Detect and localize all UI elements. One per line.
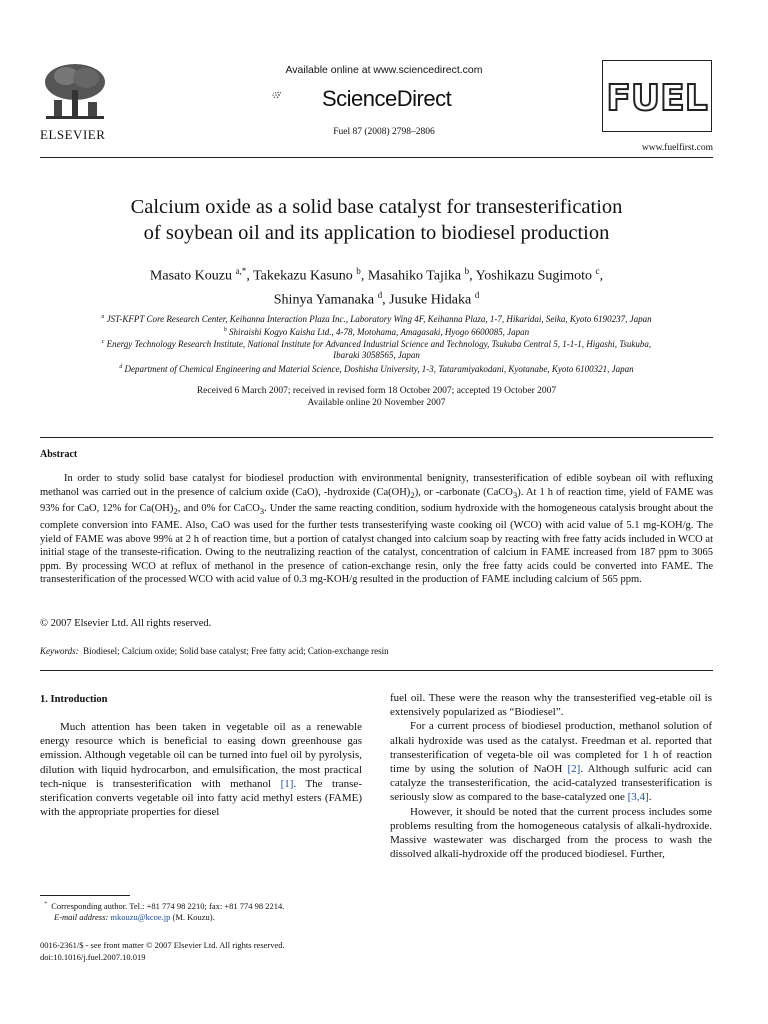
author-sup: b bbox=[464, 266, 470, 276]
fuel-logo-text: FUEL bbox=[606, 78, 708, 119]
affil-text: JST-KFPT Core Research Center, Keihanna Interaction Plaza Inc., Laboratory Wing 4F, Keihanna Plaza, 1-7, Hikaridai, Seika, Kyoto 6190237, Japan bbox=[106, 314, 652, 324]
keywords-label: Keywords: bbox=[40, 646, 79, 656]
abstract-bottom-divider bbox=[40, 670, 713, 671]
intro-paragraph-1: Much attention has been taken in vegetable oil as a renewable energy resource which is beneficial to easing down greenhouse gas emission. Although vegetable oil can be turned into fuel oil by pyrolysis, dilution with liquid hydrocarbon, and emulsification, the most practical tech-nique is transesterification with methanol [1]. The transe-sterification converts vegetable oil into fatty acid methyl esters (FAME) with the appropriate properties for diesel bbox=[40, 721, 362, 819]
affil-sup: b bbox=[223, 326, 227, 333]
corresponding-author-text: Corresponding author. Tel.: +81 774 98 2210; fax: +81 774 98 2214. bbox=[51, 900, 285, 911]
author-sup: b bbox=[356, 266, 361, 276]
abstract-heading: Abstract bbox=[40, 449, 78, 460]
article-history bbox=[40, 385, 713, 409]
abstract-body bbox=[40, 472, 713, 587]
header-divider bbox=[40, 157, 713, 158]
article-title bbox=[40, 194, 713, 246]
keywords-list: Biodiesel; Calcium oxide; Solid base catalyst; Free fatty acid; Cation-exchange resin bbox=[83, 646, 389, 656]
affil-text: Ibaraki 3058565, Japan bbox=[333, 349, 420, 360]
affiliation-c-cont bbox=[40, 349, 713, 362]
author[interactable]: Masato Kouzu bbox=[149, 268, 232, 284]
author-sup: d bbox=[474, 289, 480, 300]
sciencedirect-logo[interactable]: ScienceDirect bbox=[322, 86, 452, 111]
front-matter bbox=[40, 940, 370, 963]
intro-paragraph-3: However, it should be noted that the current process includes some problems resulting from the homogeneous catalysis of alkali-hydroxide. Massive wastewater was discharged from the process to wash the dissolved alkali-hydroxide off the produced biodiesel. Further, bbox=[390, 805, 712, 861]
email-suffix: (M. Kouzu). bbox=[172, 911, 215, 922]
author[interactable]: Masahiko Tajika bbox=[367, 268, 462, 284]
doi-line[interactable]: doi:10.1016/j.fuel.2007.10.019 bbox=[40, 951, 146, 962]
intro-paragraph-2: For a current process of biodiesel production, methanol solution of alkali hydroxide was used as the catalyst. Freedman et al. reported that transesterification of vegeta-ble oil was completed for 1 h of reaction time by using the solution of NaOH [2]. Although sulfuric acid can catalyze the transesterification, the acid-catalyzed transesterification is seriously slow as compared to the base-catalyzed one [3,4]. bbox=[390, 720, 713, 804]
affil-sup: c bbox=[101, 339, 105, 345]
author-sup: d bbox=[377, 289, 383, 300]
footnote-mark: * bbox=[44, 901, 48, 907]
publisher-name: ELSEVIER bbox=[40, 127, 106, 142]
affiliation-d bbox=[40, 361, 713, 376]
abstract-copyright: © 2007 Elsevier Ltd. All rights reserved. bbox=[40, 618, 212, 629]
journal-citation: Fuel 87 (2008) 2798–2806 bbox=[333, 127, 435, 137]
corresponding-footnote bbox=[40, 899, 370, 923]
email-label: E-mail address: bbox=[54, 911, 109, 922]
author[interactable]: Shinya Yamanaka bbox=[273, 292, 375, 308]
abstract-text: In order to study solid base catalyst for biodiesel production with environmental benignity, transesterification of edible soybean oil with refluxing methanol was carried out in the presence of calcium oxide (CaO), -hydroxide $(Ca(OH)_2)$, or -carbonate (CaCO$_3$). At 1 h of reaction time, yield of FAME was 93% for CaO, 12% for $Ca(OH)_2$, and 0% for CaCO$_3$. Under the same reacting condition, sodium hydroxide with the homogeneous catalysis brought about the complete conversion into FAME. Also, CaO was used for the further tests transesterifying waste cooking oil (WCO) with acid value of 5.1 mg-KOH/g. The yield of FAME was above 99% at 2 h of reaction time, but a portion of catalyst changed into calcium soap by reacting with free fatty acids included in WCO at initial stage of the transeste-rification. Owing to the neutralizing reaction of the catalyst, concentration of calcium in FAME increased from 187 ppm to 3065 ppm. By processing WCO at reflux of methanol in the presence of cation-exchange resin, only the free fatty acids could be converted into FAME. The transesterification of the processed WCO with acid value of 0.3 mg-KOH/g resulted in the production of FAME including calcium of 565 ppm. bbox=[40, 473, 713, 586]
journal-url[interactable]: www.fuelfirst.com bbox=[641, 143, 713, 153]
footnote-rule bbox=[40, 895, 130, 896]
affil-text: Shiraishi Kogyo Kaisha Ltd., 4-78, Motohama, Amagasaki, Hyogo 6600085, Japan bbox=[229, 326, 530, 337]
available-online[interactable]: Available online at www.sciencedirect.com bbox=[285, 64, 483, 76]
left-column bbox=[40, 720, 362, 819]
affil-sup: d bbox=[119, 364, 123, 370]
author[interactable]: Jusuke Hidaka bbox=[389, 292, 472, 308]
affil-text: Energy Technology Research Institute, National Institute for Advanced Industrial Science and Technology, Tsukuba Central 5, 1-1-1, Higashi, Tsukuba, bbox=[106, 339, 652, 349]
issn-line: 0016-2361/$ - see front matter © 2007 Elsevier Ltd. All rights reserved. bbox=[40, 940, 285, 950]
author-sup: c bbox=[595, 266, 600, 276]
keywords bbox=[40, 646, 389, 656]
right-column bbox=[390, 691, 712, 861]
fuel-journal-logo bbox=[602, 60, 712, 132]
title-line-2: of soybean oil and its application to biodiesel production bbox=[143, 222, 610, 244]
available-date: Available online 20 November 2007 bbox=[307, 398, 446, 408]
author-sup: a,* bbox=[235, 266, 247, 276]
author-list: Masato Kouzu $^{a,*}$, Takekazu Kasuno $^b$, Masahiko Tajika $^b$, Yoshikazu Sugimoto $^c$, Shinya Yamanaka $^d$, Jusuke Hidaka $^d$ bbox=[149, 266, 604, 308]
affil-text: Department of Chemical Engineering and Material Science, Doshisha University, 1-3, Tataramiyakodani, Kyotanabe, Kyoto 6100321, Japan bbox=[124, 364, 634, 374]
section-heading-introduction: 1. Introduction bbox=[40, 694, 108, 705]
author[interactable]: Yoshikazu Sugimoto bbox=[475, 268, 593, 284]
abstract-top-divider bbox=[40, 437, 713, 438]
email-link[interactable]: mkouzu@kcoe.jp bbox=[110, 911, 171, 922]
affil-sup: a bbox=[101, 314, 105, 320]
received-dates: Received 6 March 2007; received in revised form 18 October 2007; accepted 19 October 2007 bbox=[196, 386, 557, 396]
author[interactable]: Takekazu Kasuno bbox=[253, 268, 353, 284]
title-line-1: Calcium oxide as a solid base catalyst for transesterification bbox=[130, 196, 623, 218]
sciencedirect-dots-icon bbox=[272, 80, 322, 110]
intro-paragraph-continued: fuel oil. These were the reason why the transesterified veg-etable oil is extensively popularized as “Biodiesel”. bbox=[390, 692, 712, 719]
